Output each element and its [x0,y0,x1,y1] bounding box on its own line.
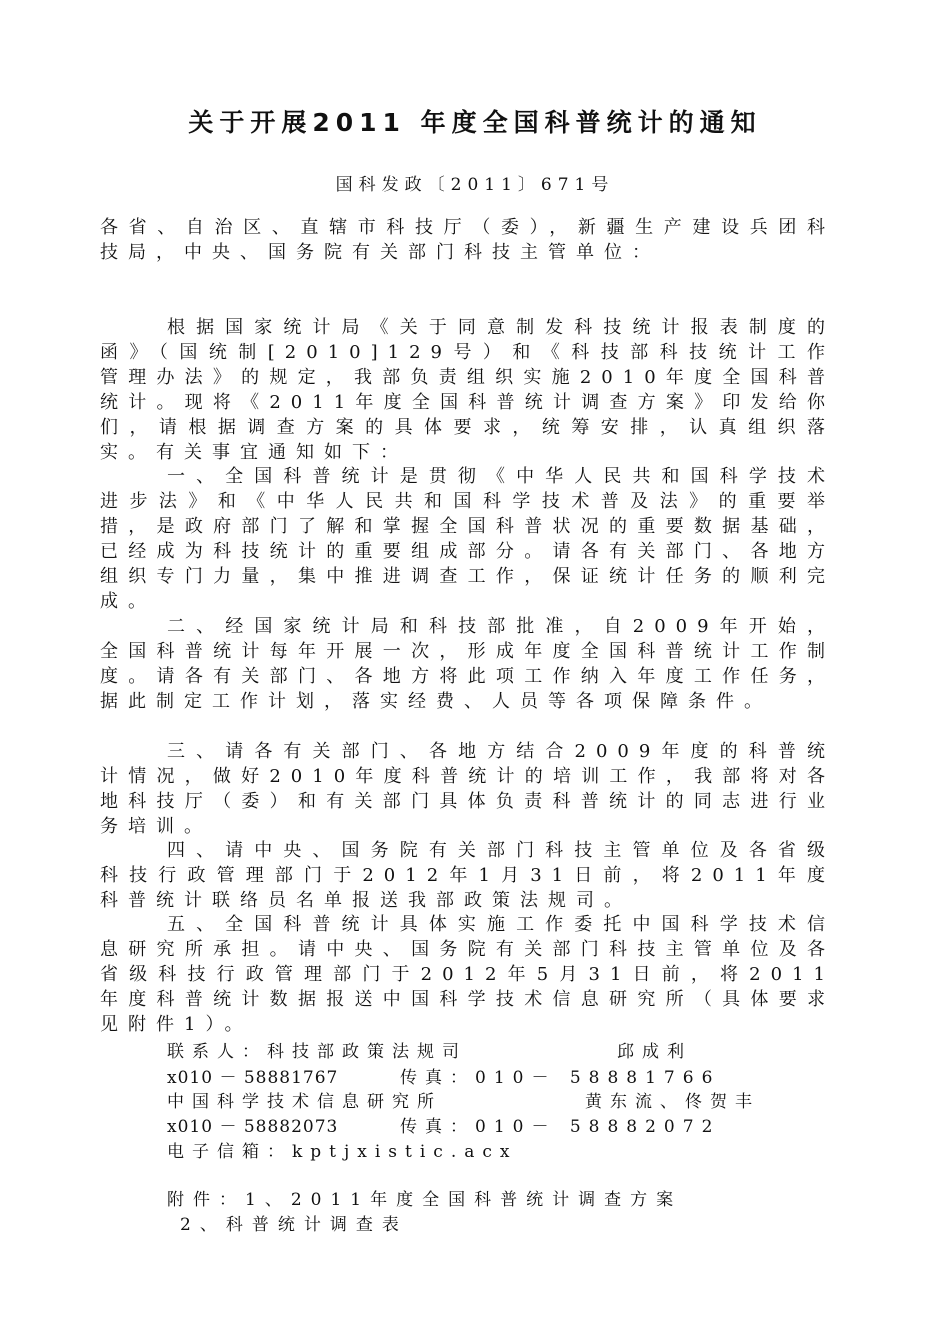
contact-dept-label: 联系人：科技部政策法规司 [167,1042,467,1062]
contact-institute-names: 黄东流、佟贺丰 [585,1092,760,1112]
contact-line-2 [167,1063,721,1088]
contact-person-name: 邱成利 [617,1042,692,1062]
paragraph-item-4: 四、请中央、国务院有关部门科技主管单位及各省级科技行政管理部门于2012年1月31日前，将2011年度科普统计联络员名单报送我部政策法规司。 [100,840,835,911]
attachment-line-1: 附件：1、2011年度全国科普统计调查方案 [167,1190,683,1210]
paragraph-item-5: 五、全国科普统计具体实施工作委托中国科学技术信息研究所承担。请中央、国务院有关部门科技主管单位及各省级科技行政管理部门于2012年5月31日前，将2011年度科普统计数据报送中国科学技术信息研究所（具体要求见附件1）。 [100,914,835,1035]
paragraph-item-3: 三、请各有关部门、各地方结合2009年度的科普统计情况，做好2010年度科普统计的培训工作，我部将对各地科技厅（委）和有关部门具体负责科普统计的同志进行业务培训。 [100,741,835,837]
contact-phone-2: x010 － 58882073 [167,1117,339,1137]
document-number: 国科发政〔2011〕671号 [335,175,615,195]
document-title: 关于开展2011 年度全国科普统计的通知 [188,108,762,137]
contact-fax-2: 传真：010－ 58882072 [400,1117,721,1137]
contact-institute-label: 中国科学技术信息研究所 [167,1092,442,1112]
paragraph-intro: 根据国家统计局《关于同意制发科技统计报表制度的函》（国统制[2010]129号）和《科技部科技统计工作管理办法》的规定，我部负责组织实施2010年度全国科普统计。现将《2011年度全国科普统计调查方案》印发给你们，请根据调查方案的具体要求，统筹安排，认真组织落实。有关事宜通知如下： [100,317,835,463]
contact-line-4 [167,1112,721,1137]
contact-line-3 [167,1087,760,1112]
contact-email: 电子信箱：kptjxistic.acx [167,1142,518,1162]
attachment-line-2: 2、科普统计调查表 [180,1215,408,1235]
paragraph-item-1: 一、全国科普统计是贯彻《中华人民共和国科学技术进步法》和《中华人民共和国科学技术普及法》的重要举措，是政府部门了解和掌握全国科普状况的重要数据基础，已经成为科技统计的重要组成部分。请各有关部门、各地方组织专门力量，集中推进调查工作，保证统计任务的顺利完成。 [100,466,835,612]
contact-line-5 [167,1137,517,1162]
paragraph-item-2: 二、经国家统计局和科技部批准，自2009年开始，全国科普统计每年开展一次，形成年度全国科普统计工作制度。请各有关部门、各地方将此项工作纳入年度工作任务，据此制定工作计划，落实经费、人员等各项保障条件。 [100,616,835,712]
contact-phone: x010 － 58881767 [167,1068,339,1088]
contact-fax: 传真：010－ 58881766 [400,1068,721,1088]
contact-line-1 [167,1037,692,1062]
addressee: 各省、自治区、直辖市科技厅（委），新疆生产建设兵团科技局，中央、国务院有关部门科技主管单位： [100,217,835,263]
